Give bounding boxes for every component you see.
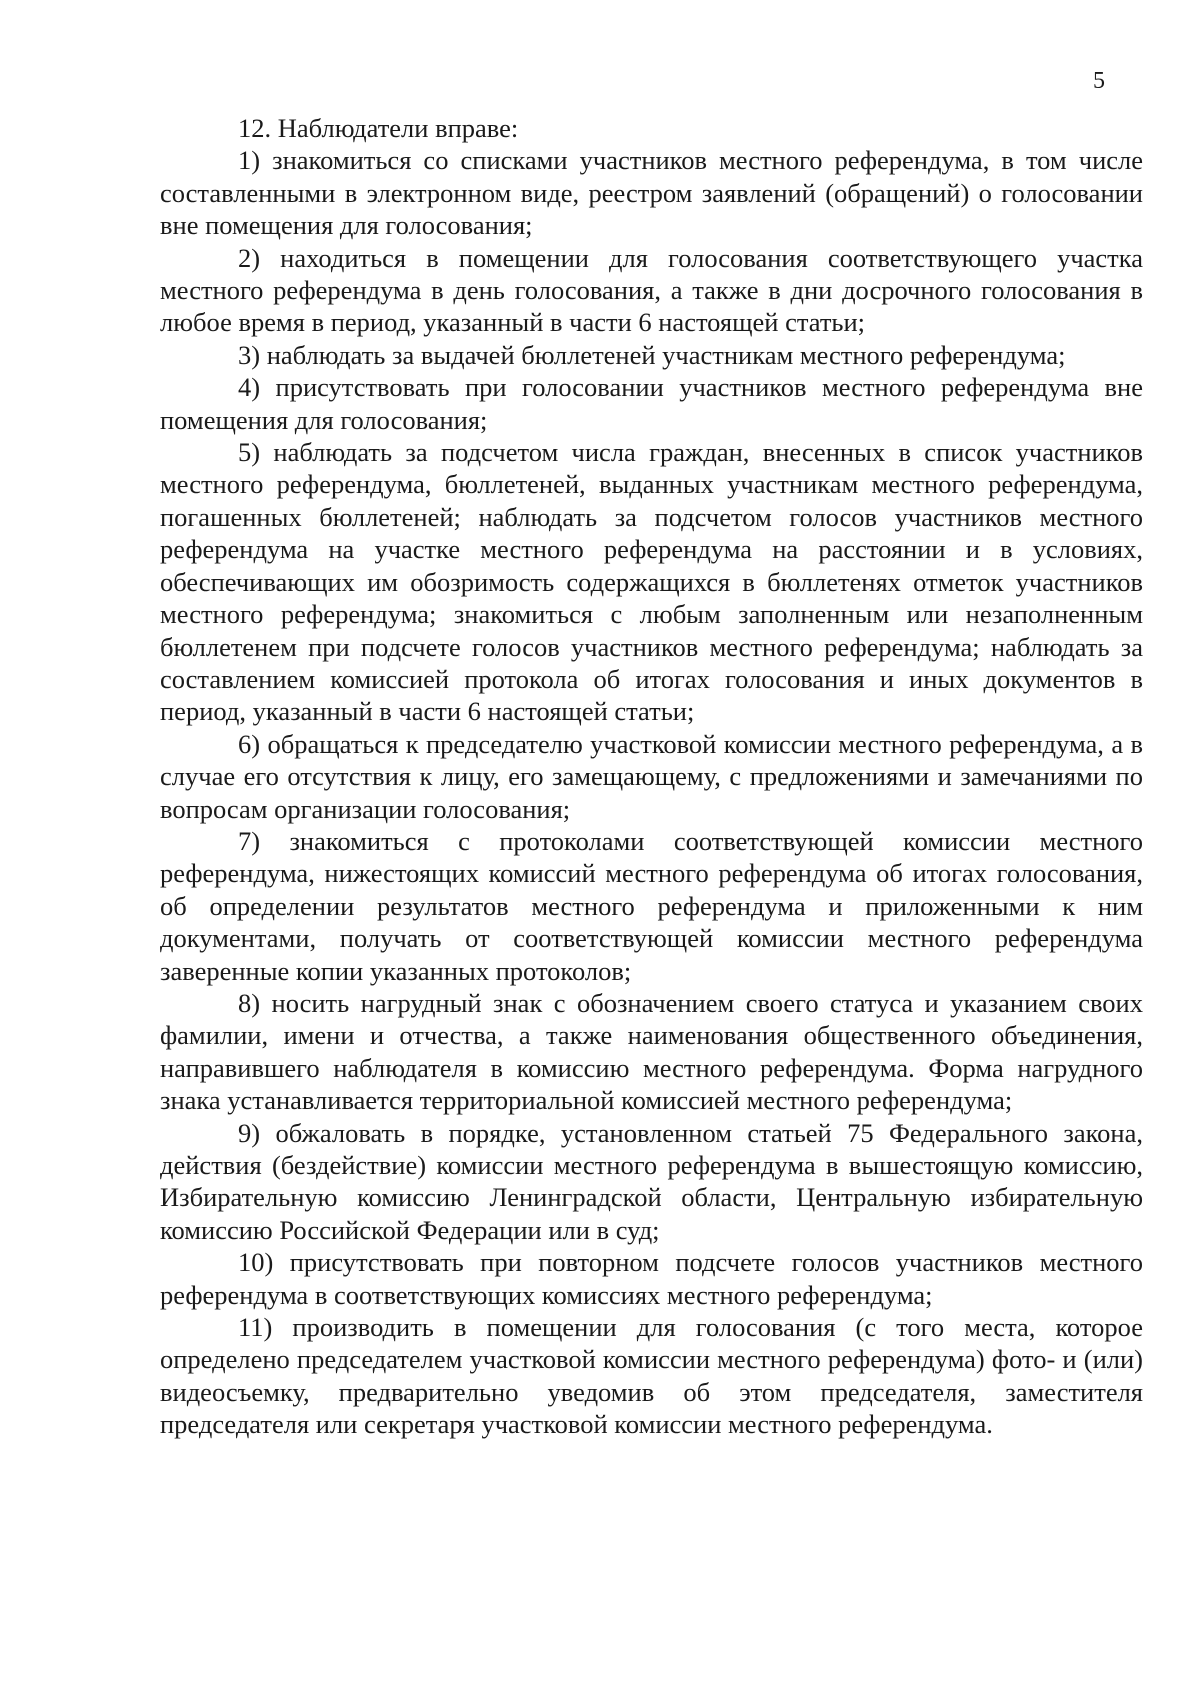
- list-item-2: 2) находиться в помещении для голосования соответствующего участка местного референдума в день голосования, а также в дни досрочного голосования в любое время в период, указанный в части 6 настоящей статьи;: [160, 242, 1143, 338]
- list-item-8: 8) носить нагрудный знак с обозначением своего статуса и указанием своих фамилии, имени и отчества, а также наименования общественного объединения, направившего наблюдателя в комиссию местного референдума. Форма нагрудного знака устанавливается территориальной комиссией местного референдума;: [160, 987, 1143, 1116]
- section-heading: 12. Наблюдатели вправе:: [238, 113, 519, 143]
- list-item-6: 6) обращаться к председателю участковой комиссии местного референдума, а в случае его отсутствия к лицу, его замещающему, с предложениями и замечаниями по вопросам организации голосования;: [160, 728, 1143, 824]
- list-item-1: 1) знакомиться со списками участников местного референдума, в том числе составленными в электронном виде, реестром заявлений (обращений) о голосовании вне помещения для голосования;: [160, 145, 1143, 241]
- page-number: 5: [1093, 68, 1105, 94]
- list-item-3: 3) наблюдать за выдачей бюллетеней участникам местного референдума;: [238, 339, 1066, 370]
- list-item-4: 4) присутствовать при голосовании участников местного референдума вне помещения для голосования;: [160, 372, 1143, 435]
- list-item-11: 11) производить в помещении для голосования (с того места, которое определено председателем участковой комиссии местного референдума) фото- и (или) видеосъемку, предварительно уведомив об этом председателя, заместителя председателя или секретаря участковой комиссии местного референдума.: [160, 1312, 1143, 1440]
- list-item-7: 7) знакомиться с протоколами соответствующей комиссии местного референдума, нижестоящих комиссий местного референдума об итогах голосования, об определении результатов местного референдума и приложенными к ним документами, получать от соответствующей комиссии местного референдума заверенные копии указанных протоколов;: [160, 825, 1143, 986]
- list-item-5: 5) наблюдать за подсчетом числа граждан, внесенных в список участников местного референдума, бюллетеней, выданных участникам местного референдума, погашенных бюллетеней; наблюдать за подсчетом голосов участников местного референдума на участке местного референдума на расстоянии и в условиях, обеспечивающих им обозримость содержащихся в бюллетенях отметок участников местного референдума; знакомиться с любым заполненным или незаполненным бюллетенем при подсчете голосов участников местного референдума; наблюдать за составлением комиссией протокола об итогах голосования и иных документов в период, указанный в части 6 настоящей статьи;: [160, 437, 1143, 727]
- document-body: [160, 112, 1143, 1441]
- list-item-9: 9) обжаловать в порядке, установленном статьей 75 Федерального закона, действия (бездействие) комиссии местного референдума в вышестоящую комиссию, Избирательную комиссию Ленинградской области, Центральную избирательную комиссию Российской Федерации или в суд;: [160, 1117, 1143, 1245]
- list-item-10: 10) присутствовать при повторном подсчете голосов участников местного референдума в соответствующих комиссиях местного референдума;: [160, 1247, 1143, 1310]
